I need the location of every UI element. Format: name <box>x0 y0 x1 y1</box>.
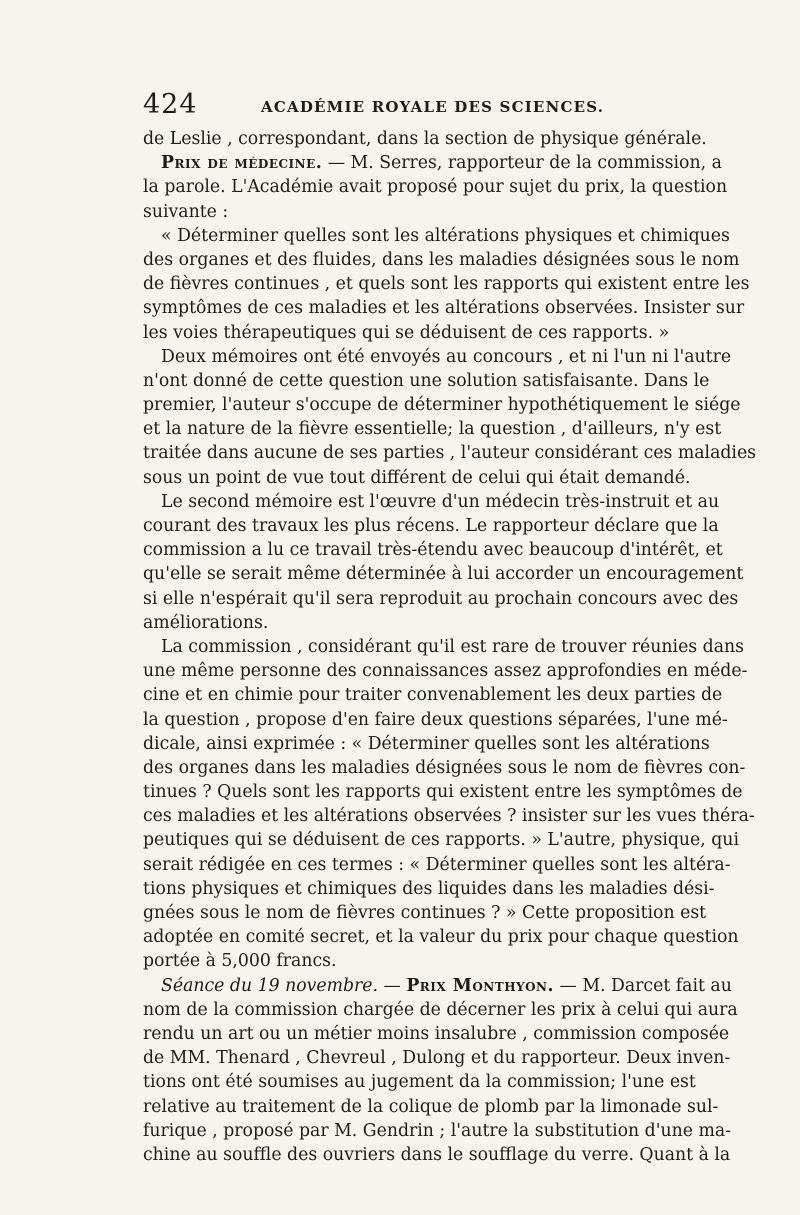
text-line: améliorations. <box>143 612 269 633</box>
page-number: 424 <box>143 89 198 120</box>
text-line: sous un point de vue tout différent de celui qui était demandé. <box>143 467 691 488</box>
text-line: peutiques qui se déduisent de ces rapports. » L'autre, physique, qui <box>143 830 739 851</box>
text-line: symptômes de ces maladies et les altérations observées. Insister sur <box>143 298 745 319</box>
section-heading: Prix de médecine. <box>161 153 323 174</box>
text-line: portée à 5,000 francs. <box>143 951 337 972</box>
session-date: Séance du 19 novembre. <box>161 975 379 996</box>
text-line: de MM. Thenard , Chevreul , Dulong et du rapporteur. Deux inven- <box>143 1048 731 1069</box>
page-header <box>143 90 671 124</box>
text-line: nom de la commission chargée de décerner les prix à celui qui aura <box>143 999 738 1020</box>
text-line: chine au souffle des ouvriers dans le soufflage du verre. Quant à la <box>143 1144 731 1165</box>
text-run: — M. Serres, rapporteur de la commission, a <box>322 153 722 174</box>
text-line: traitée dans aucune de ses parties , l'auteur considérant ces maladies <box>143 443 757 464</box>
text-line: serait rédigée en ces termes : « Déterminer quelles sont les altéra- <box>143 854 731 875</box>
text-line: Deux mémoires ont été envoyés au concours , et ni l'un ni l'autre <box>161 346 732 367</box>
text-line <box>143 151 722 175</box>
text-line: n'ont donné de cette question une solution satisfaisante. Dans le <box>143 370 710 391</box>
text-line: et la nature de la fièvre essentielle; la question , d'ailleurs, n'y est <box>143 419 722 440</box>
text-line: de fièvres continues , et quels sont les rapports qui existent entre les <box>143 274 750 295</box>
text-run: — <box>378 975 407 996</box>
text-line: la question , propose d'en faire deux questions séparées, l'une mé- <box>143 709 728 730</box>
text-line: les voies thérapeutiques qui se déduisent de ces rapports. » <box>143 322 670 343</box>
text-line: commission a lu ce travail très-étendu avec beaucoup d'intérêt, et <box>143 540 723 561</box>
text-line: des organes et des fluides, dans les maladies désignées sous le nom <box>143 249 740 270</box>
text-line: adoptée en comité secret, et la valeur du prix pour chaque question <box>143 927 739 948</box>
text-line: la parole. L'Académie avait proposé pour sujet du prix, la question <box>143 177 728 198</box>
text-line: tinues ? Quels sont les rapports qui existent entre les symptômes de <box>143 782 743 803</box>
text-line: tions physiques et chimiques des liquides dans les maladies dési- <box>143 878 715 899</box>
text-line <box>143 974 732 998</box>
section-heading: Prix Monthyon. <box>406 975 555 996</box>
text-line: ces maladies et les altérations observées ? insister sur les vues théra- <box>143 806 755 827</box>
text-line: dicale, ainsi exprimée : « Déterminer quelles sont les altérations <box>143 733 710 754</box>
text-line: des organes dans les maladies désignées sous le nom de fièvres con- <box>143 757 746 778</box>
running-head: ACADÉMIE ROYALE DES SCIENCES. <box>261 98 605 116</box>
text-line: tions ont été soumises au jugement da la commission; l'une est <box>143 1072 696 1093</box>
text-line: gnées sous le nom de fièvres continues ? » Cette proposition est <box>143 903 707 923</box>
text-line: « Déterminer quelles sont les altérations physiques et chimiques <box>161 225 730 246</box>
text-line: La commission , considérant qu'il est rare de trouver réunies dans <box>161 636 745 657</box>
text-line: si elle n'espérait qu'il sera reproduit au prochain concours avec des <box>143 588 739 609</box>
text-line: suivante : <box>143 201 229 222</box>
text-line: cine et en chimie pour traiter convenablement les deux parties de <box>143 685 723 706</box>
text-line: Le second mémoire est l'œuvre d'un médecin très-instruit et au <box>161 491 720 512</box>
text-line: furique , proposé par M. Gendrin ; l'autre la substitution d'une ma- <box>143 1120 732 1141</box>
text-line: de Leslie , correspondant, dans la section de physique générale. <box>143 129 707 149</box>
text-line: relative au traitement de la colique de plomb par la limonade sul- <box>143 1096 719 1117</box>
text-line: rendu un art ou un métier moins insalubre , commission composée <box>143 1023 730 1044</box>
body-text <box>143 127 757 1167</box>
text-line: premier, l'auteur s'occupe de déterminer hypothétiquement le siége <box>143 395 741 416</box>
text-run: — M. Darcet fait au <box>554 975 732 996</box>
text-line: courant des travaux les plus récens. Le rapporteur déclare que la <box>143 516 719 536</box>
text-line: une même personne des connaissances assez approfondies en méde- <box>143 661 748 682</box>
text-line: qu'elle se serait même déterminée à lui accorder un encouragement <box>143 564 744 585</box>
